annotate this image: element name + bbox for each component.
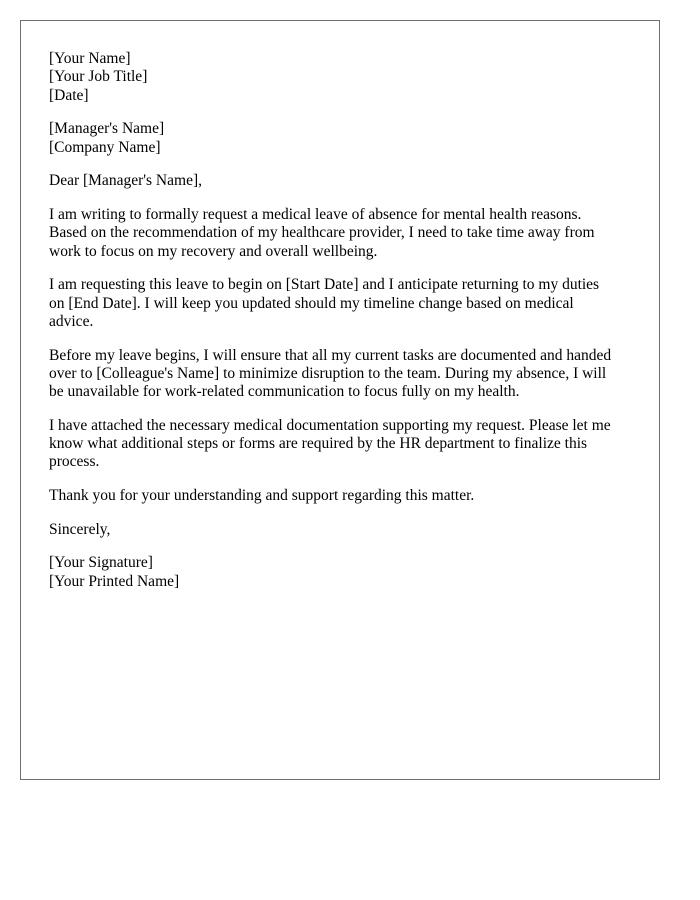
closing: Sincerely,	[49, 520, 111, 538]
para-2-line-2: on [End Date]. I will keep you updated should my timeline change based on medical	[49, 294, 574, 312]
letter-content	[49, 50, 637, 606]
body-paragraph-1	[49, 206, 637, 261]
para-3-line-1: Before my leave begins, I will ensure that all my current tasks are documented and handed	[49, 346, 612, 364]
para-1-line-1: I am writing to formally request a medical leave of absence for mental health reasons.	[49, 205, 582, 223]
sender-name: [Your Name]	[49, 50, 131, 67]
para-1-line-2: Based on the recommendation of my healthcare provider, I need to take time away from	[49, 224, 595, 242]
letter-date: [Date]	[49, 86, 89, 104]
letter-page	[20, 20, 660, 780]
signature-line: [Your Signature]	[49, 554, 153, 572]
para-3-line-2: over to [Colleague's Name] to minimize disruption to the team. During my absence, I will	[49, 364, 607, 382]
para-4-line-1: I have attached the necessary medical documentation supporting my request. Please let me	[49, 416, 611, 434]
para-2-line-3: advice.	[49, 312, 94, 330]
para-1-line-3: work to focus on my recovery and overall wellbeing.	[49, 242, 378, 260]
body-paragraph-2	[49, 276, 637, 331]
recipient-block	[49, 120, 637, 157]
recipient-company: [Company Name]	[49, 138, 161, 156]
body-paragraph-3	[49, 347, 637, 402]
sender-block	[49, 50, 637, 105]
salutation: Dear [Manager's Name],	[49, 172, 202, 190]
para-4-line-2: know what additional steps or forms are required by the HR department to finalize this	[49, 435, 588, 453]
para-4-line-3: process.	[49, 453, 100, 471]
para-3-line-3: be unavailable for work-related communication to focus fully on my health.	[49, 383, 520, 401]
para-2-line-1: I am requesting this leave to begin on [Start Date] and I anticipate returning to my duties	[49, 276, 600, 294]
recipient-name: [Manager's Name]	[49, 120, 165, 138]
sender-job-title: [Your Job Title]	[49, 68, 148, 86]
body-paragraph-5: Thank you for your understanding and support regarding this matter.	[49, 487, 475, 505]
printed-name: [Your Printed Name]	[49, 572, 180, 590]
signature-block	[49, 554, 637, 591]
body-paragraph-4	[49, 417, 637, 472]
